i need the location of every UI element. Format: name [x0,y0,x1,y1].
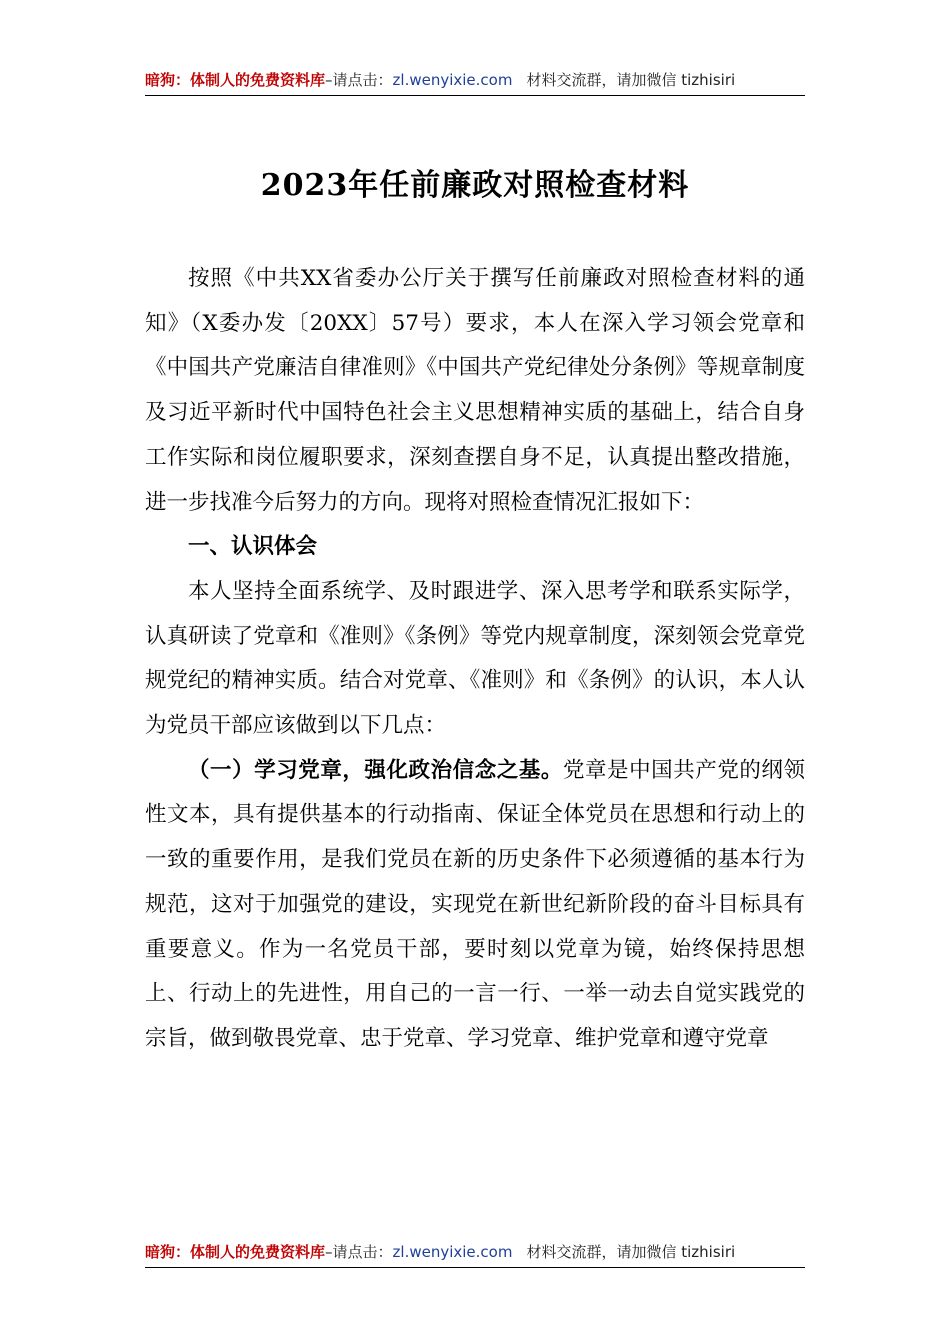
header-banner [145,65,805,96]
subsection-text: 党章是中国共产党的纲领性文本，具有提供基本的行动指南、保证全体党员在思想和行动上的一致的重要作用，是我们党员在新的历史条件下必须遵循的基本行为规范，这对于加强党的建设，实现党在新世纪新阶段的奋斗目标具有重要意义。作为一名党员干部，要时刻以党章为镜，始终保持思想上、行动上的先进性，用自己的一言一行、一举一动去自觉实践党的宗旨，做到敬畏党章、忠于党章、学习党章、维护党章和遵守党章 [145,757,805,1051]
subsection-heading: （一）学习党章，强化政治信念之基。 [188,757,563,783]
footer-banner [145,1237,805,1268]
footer-url-link[interactable]: zl.wenyixie.com [392,1243,513,1261]
header-click-label: –请点击： [325,71,393,89]
subsection-paragraph [145,749,805,1062]
header-url-link[interactable]: zl.wenyixie.com [392,71,513,89]
header-group-text: 材料交流群，请加微信 tizhisiri [526,71,736,89]
footer-click-label: –请点击： [325,1243,393,1261]
section-heading: 一、认识体会 [188,534,318,560]
document-body [145,257,805,1062]
footer-group-text: 材料交流群，请加微信 tizhisiri [526,1243,736,1261]
footer-brand: 暗狗：体制人的免费资料库 [145,1243,326,1261]
section-paragraph: 本人坚持全面系统学、及时跟进学、深入思考学和联系实际学，认真研读了党章和《准则》《条例》等党内规章制度，深刻领会党章党规党纪的精神实质。结合对党章、《准则》和《条例》的认识，本人认为党员干部应该做到以下几点： [145,578,805,739]
header-brand: 暗狗：体制人的免费资料库 [145,71,326,89]
document-title: 2023年任前廉政对照检查材料 [260,168,690,203]
intro-paragraph: 按照《中共XX省委办公厅关于撰写任前廉政对照检查材料的通知》（X委办发〔20XX〕57号）要求，本人在深入学习领会党章和《中国共产党廉洁自律准则》《中国共产党纪律处分条例》等规章制度及习近平新时代中国特色社会主义思想精神实质的基础上，结合自身工作实际和岗位履职要求，深刻查摆自身不足，认真提出整改措施，进一步找准今后努力的方向。现将对照检查情况汇报如下： [145,266,805,515]
